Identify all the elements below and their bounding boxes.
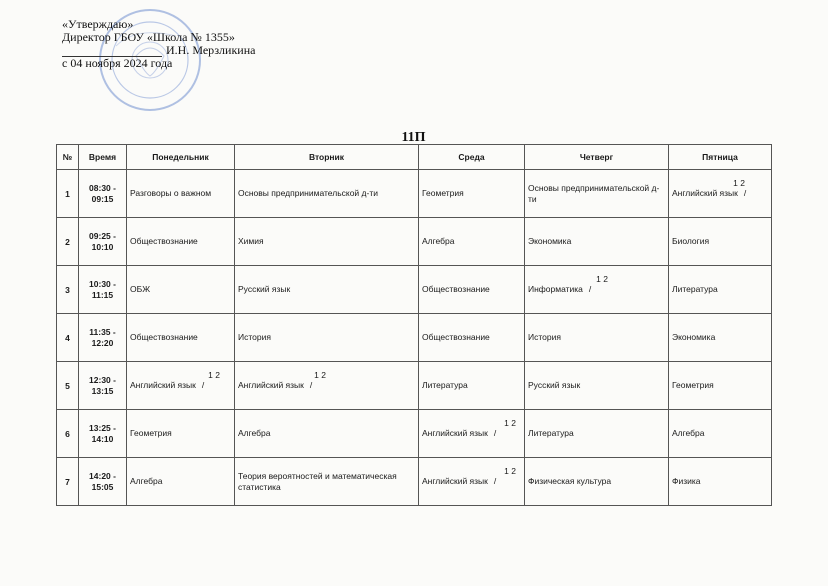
subject: Физика	[672, 476, 701, 486]
subject: История	[528, 332, 561, 342]
subject: Геометрия	[672, 380, 714, 390]
subject: Геометрия	[130, 428, 172, 438]
header-number: №	[57, 145, 79, 170]
schedule-sheet	[56, 100, 771, 546]
subject: Литература	[528, 428, 574, 438]
subject: Алгебра	[422, 236, 455, 246]
table-row	[57, 410, 772, 458]
cell-wednesday	[419, 314, 525, 362]
subject: Обществознание	[130, 332, 198, 342]
table-row	[57, 266, 772, 314]
cell-wednesday	[419, 410, 525, 458]
header-friday: Пятница	[669, 145, 772, 170]
group-slash: /	[743, 188, 747, 198]
group-mark: 1 2	[733, 178, 745, 188]
header-time: Время	[79, 145, 127, 170]
cell-tuesday	[235, 266, 419, 314]
lesson-number: 3	[57, 266, 79, 314]
subject: Химия	[238, 236, 264, 246]
subject: Экономика	[528, 236, 572, 246]
table-row	[57, 458, 772, 506]
approval-line-2: Директор ГБОУ «Школа № 1355»	[62, 30, 235, 44]
lesson-number: 1	[57, 170, 79, 218]
lesson-time: 09:25 - 10:10	[79, 218, 127, 266]
subject: Алгебра	[672, 428, 705, 438]
cell-thursday	[525, 458, 669, 506]
subject: Английский язык	[130, 380, 196, 390]
cell-monday	[127, 362, 235, 410]
group-slash: /	[309, 380, 313, 390]
cell-friday	[669, 266, 772, 314]
subject: Алгебра	[130, 476, 163, 486]
lesson-time: 14:20 - 15:05	[79, 458, 127, 506]
cell-wednesday	[419, 218, 525, 266]
cell-tuesday	[235, 170, 419, 218]
cell-wednesday	[419, 362, 525, 410]
lesson-number: 4	[57, 314, 79, 362]
subject: Обществознание	[422, 284, 490, 294]
subject: Основы предпринимательской д-ти	[238, 188, 378, 198]
table-row	[57, 362, 772, 410]
cell-wednesday	[419, 458, 525, 506]
cell-monday	[127, 410, 235, 458]
cell-monday	[127, 170, 235, 218]
approval-date: с 04 ноября 2024 года	[62, 56, 173, 70]
subject: ОБЖ	[130, 284, 151, 294]
cell-tuesday	[235, 314, 419, 362]
lesson-number: 5	[57, 362, 79, 410]
cell-thursday	[525, 218, 669, 266]
cell-thursday	[525, 362, 669, 410]
subject: Русский язык	[238, 284, 291, 294]
class-title: 11П	[401, 130, 426, 145]
cell-monday	[127, 314, 235, 362]
lesson-time: 13:25 - 14:10	[79, 410, 127, 458]
lesson-time: 08:30 - 09:15	[79, 170, 127, 218]
subject: Обществознание	[422, 332, 490, 342]
cell-tuesday	[235, 218, 419, 266]
subject: Английский язык	[422, 476, 488, 486]
subject: Литература	[672, 284, 718, 294]
cell-wednesday	[419, 266, 525, 314]
cell-thursday	[525, 170, 669, 218]
subject: История	[238, 332, 271, 342]
cell-monday	[127, 266, 235, 314]
cell-friday	[669, 314, 772, 362]
subject: Теория вероятностей и математическая статистика	[238, 470, 397, 492]
cell-friday	[669, 362, 772, 410]
cell-tuesday	[235, 458, 419, 506]
header-row	[57, 145, 772, 170]
cell-friday	[669, 170, 772, 218]
lesson-time: 10:30 - 11:15	[79, 266, 127, 314]
group-slash: /	[588, 284, 592, 294]
header-wednesday: Среда	[419, 145, 525, 170]
approval-line-1: «Утверждаю»	[62, 17, 134, 31]
group-slash: /	[201, 380, 205, 390]
table-row	[57, 314, 772, 362]
subject: Биология	[672, 236, 710, 246]
approval-block	[62, 18, 255, 70]
cell-friday	[669, 410, 772, 458]
lesson-number: 7	[57, 458, 79, 506]
signer-name: И.Н. Мерзликина	[166, 43, 256, 57]
cell-thursday	[525, 410, 669, 458]
group-slash: /	[493, 428, 497, 438]
header-monday: Понедельник	[127, 145, 235, 170]
lesson-number: 6	[57, 410, 79, 458]
header-tuesday: Вторник	[235, 145, 419, 170]
cell-thursday	[525, 266, 669, 314]
group-mark: 1 2	[208, 370, 220, 380]
group-slash: /	[493, 476, 497, 486]
subject: Информатика	[528, 284, 583, 294]
table-row	[57, 170, 772, 218]
subject: Обществознание	[130, 236, 198, 246]
subject: Экономика	[672, 332, 716, 342]
cell-monday	[127, 458, 235, 506]
subject: Английский язык	[422, 428, 488, 438]
cell-friday	[669, 458, 772, 506]
cell-friday	[669, 218, 772, 266]
subject: Английский язык	[238, 380, 304, 390]
group-mark: 1 2	[314, 370, 326, 380]
lesson-number: 2	[57, 218, 79, 266]
subject: Русский язык	[528, 380, 581, 390]
group-mark: 1 2	[504, 466, 516, 476]
lesson-time: 11:35 - 12:20	[79, 314, 127, 362]
lesson-time: 12:30 - 13:15	[79, 362, 127, 410]
cell-tuesday	[235, 362, 419, 410]
group-mark: 1 2	[504, 418, 516, 428]
subject: Литература	[422, 380, 468, 390]
cell-thursday	[525, 314, 669, 362]
subject: Физическая культура	[528, 476, 612, 486]
subject: Разговоры о важном	[130, 188, 212, 198]
cell-monday	[127, 218, 235, 266]
subject: Геометрия	[422, 188, 464, 198]
schedule-table	[56, 144, 772, 506]
subject: Английский язык	[672, 188, 738, 198]
subject: Основы предпринимательской д-ти	[528, 182, 660, 204]
group-mark: 1 2	[596, 274, 608, 284]
subject: Алгебра	[238, 428, 271, 438]
table-row	[57, 218, 772, 266]
cell-wednesday	[419, 170, 525, 218]
cell-tuesday	[235, 410, 419, 458]
header-thursday: Четверг	[525, 145, 669, 170]
